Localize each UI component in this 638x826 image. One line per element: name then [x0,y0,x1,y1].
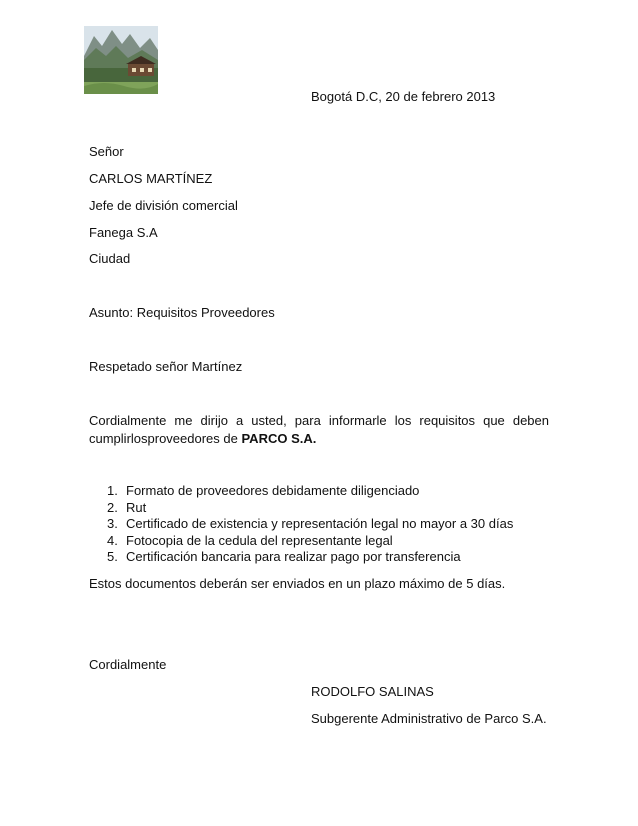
recipient-city: Ciudad [89,251,131,266]
list-item-number: 1. [107,483,118,498]
signer-title: Subgerente Administrativo de Parco S.A. [311,711,547,726]
list-item-number: 3. [107,516,118,531]
list-item-text: Formato de proveedores debidamente diligenciado [126,483,420,498]
greeting-line: Respetado señor Martínez [89,359,243,374]
body-paragraph [89,412,549,448]
recipient-position: Jefe de división comercial [89,198,238,213]
subject-line: Asunto: Requisitos Proveedores [89,305,275,320]
body-text: Cordialmente me dirijo a usted, para informarle los requisitos que deben cumplirlosproveedores de [89,413,549,446]
list-item-number: 4. [107,532,118,548]
recipient-company: Fanega S.A [89,225,158,240]
deadline-line: Estos documentos deberán ser enviados en un plazo máximo de 5 días. [89,576,506,591]
signer-name: RODOLFO SALINAS [311,684,434,699]
recipient-salutation: Señor [89,144,124,159]
body-company-bold: PARCO S.A. [241,431,317,446]
list-item-number: 2. [107,499,118,515]
closing-line: Cordialmente [89,657,167,672]
header-landscape-image [84,26,158,94]
list-item-text: Fotocopia de la cedula del representante legal [126,532,393,548]
list-item-number: 5. [107,549,118,564]
recipient-name: CARLOS MARTÍNEZ [89,171,213,186]
list-item-text: Certificación bancaria para realizar pago por transferencia [126,549,461,564]
list-item-text: Rut [126,499,147,515]
list-item-text: Certificado de existencia y representación legal no mayor a 30 días [126,516,514,531]
date-line: Bogotá D.C, 20 de febrero 2013 [311,89,496,104]
